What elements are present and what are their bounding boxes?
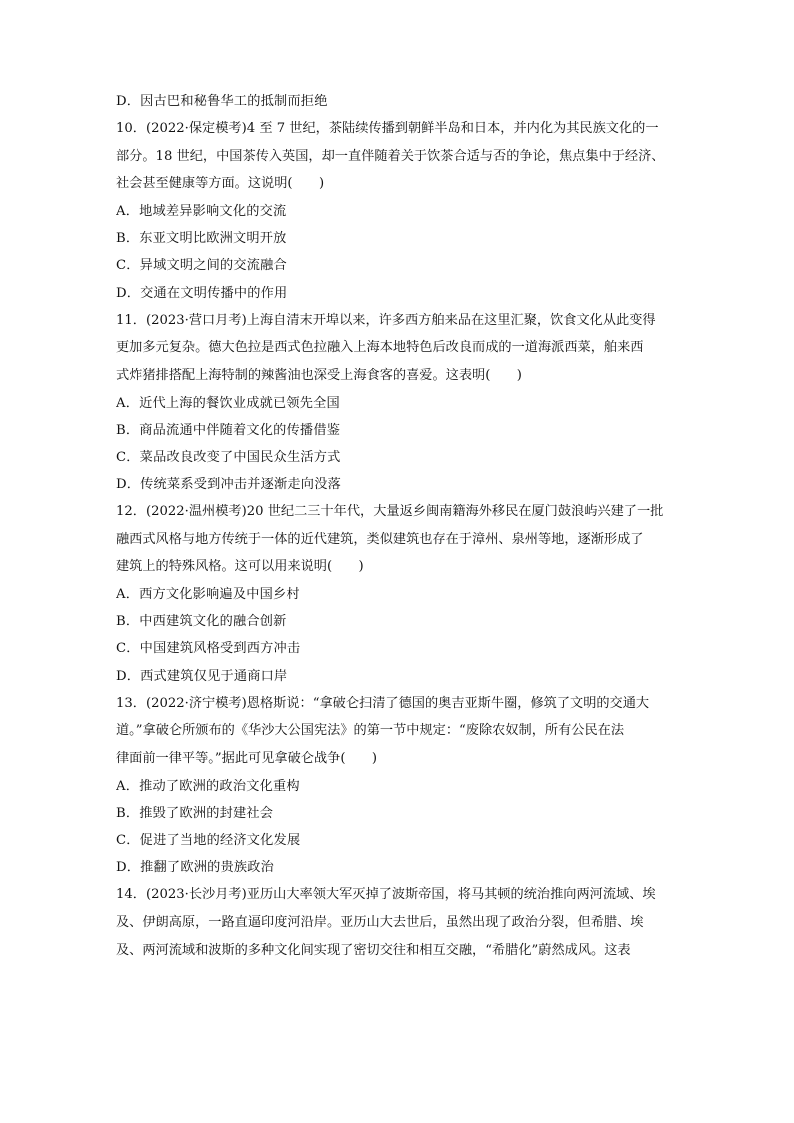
option-a: A．地域差异影响文化的交流 xyxy=(116,203,287,219)
question-stem-line: 部分。18 世纪，中国茶传入英国，却一直伴随着关于饮茶合适与否的争论，焦点集中于经济、 xyxy=(116,148,665,164)
option-d: D．交通在文明传播中的作用 xyxy=(116,285,288,301)
question-stem-line: 14．(2023·长沙月考)亚历山大率领大军灭掉了波斯帝国，将马其顿的统治推向两河流域、埃 xyxy=(116,887,656,903)
option-b: B．推毁了欧洲的封建社会 xyxy=(116,805,274,821)
question-stem-line: 律面前一律平等。”据此可见拿破仑战争( ) xyxy=(116,750,377,766)
question-stem-line: 13．(2022·济宁模考)恩格斯说：“拿破仑扫清了德国的奥吉亚斯牛圈，修筑了文明的交通大 xyxy=(116,695,650,711)
question-stem-line: 11．(2023·营口月考)上海自清末开埠以来，许多西方舶来品在这里汇聚，饮食文化从此变得 xyxy=(116,312,656,328)
question-stem-line: 道。”拿破仑所颁布的《华沙大公国宪法》的第一节中规定：“废除农奴制，所有公民在法 xyxy=(116,723,625,739)
question-stem-line: 社会甚至健康等方面。这说明( ) xyxy=(116,176,325,192)
question-stem-line: 10．(2022·保定模考)4 至 7 世纪，茶陆续传播到朝鲜半岛和日本，并内化为其民族文化的一 xyxy=(116,121,659,137)
question-stem-line: 及、两河流域和波斯的多种文化间实现了密切交往和相互交融，“希腊化”蔚然成风。这表 xyxy=(116,942,631,958)
option-d: D．推翻了欧洲的贵族政治 xyxy=(116,860,275,876)
option-c: C．菜品改良改变了中国民众生活方式 xyxy=(116,449,341,465)
question-12 xyxy=(116,498,686,690)
question-stem-line: 建筑上的特殊风格。这可以用来说明( ) xyxy=(116,559,364,575)
option-a: A．西方文化影响遍及中国乡村 xyxy=(116,587,300,603)
document-page xyxy=(116,88,686,964)
option-c: C．中国建筑风格受到西方冲击 xyxy=(116,641,301,657)
question-stem-line: 融西式风格与地方传统于一体的近代建筑，类似建筑也存在于漳州、泉州等地，逐渐形成了 xyxy=(116,531,644,547)
question-stem-line: 更加多元复杂。德大色拉是西式色拉融入上海本地特色后改良而成的一道海派西菜，舶来西 xyxy=(116,340,644,356)
question-14 xyxy=(116,881,686,964)
option-b: B．东亚文明比欧洲文明开放 xyxy=(116,231,287,247)
option-c: C．异域文明之间的交流融合 xyxy=(116,258,287,274)
option-a: A．近代上海的餐饮业成就已领先全国 xyxy=(116,395,340,411)
question-stem-line: 式炸猪排搭配上海特制的辣酱油也深受上海食客的喜爱。这表明( ) xyxy=(116,367,522,383)
option-a: A．推动了欧洲的政治文化重构 xyxy=(116,778,300,794)
question-stem-line: 及、伊朗高原，一路直逼印度河沿岸。亚历山大去世后，虽然出现了政治分裂，但希腊、埃 xyxy=(116,914,644,930)
question-10 xyxy=(116,115,686,307)
option-d: D．传统菜系受到冲击并逐渐走向没落 xyxy=(116,477,341,493)
option-b: B．商品流通中伴随着文化的传播借鉴 xyxy=(116,422,341,438)
option-b: B．中西建筑文化的融合创新 xyxy=(116,614,287,630)
question-stem-line: 12．(2022·温州模考)20 世纪二三十年代，大量返乡闽南籍海外移民在厦门鼓浪屿兴建了一批 xyxy=(116,504,664,520)
option-d: D．西式建筑仅见于通商口岸 xyxy=(116,668,288,684)
option-d-prev: D．因古巴和秘鲁华工的抵制而拒绝 xyxy=(116,94,328,109)
question-13 xyxy=(116,690,686,882)
option-c: C．促进了当地的经济文化发展 xyxy=(116,832,301,848)
question-11 xyxy=(116,307,686,499)
